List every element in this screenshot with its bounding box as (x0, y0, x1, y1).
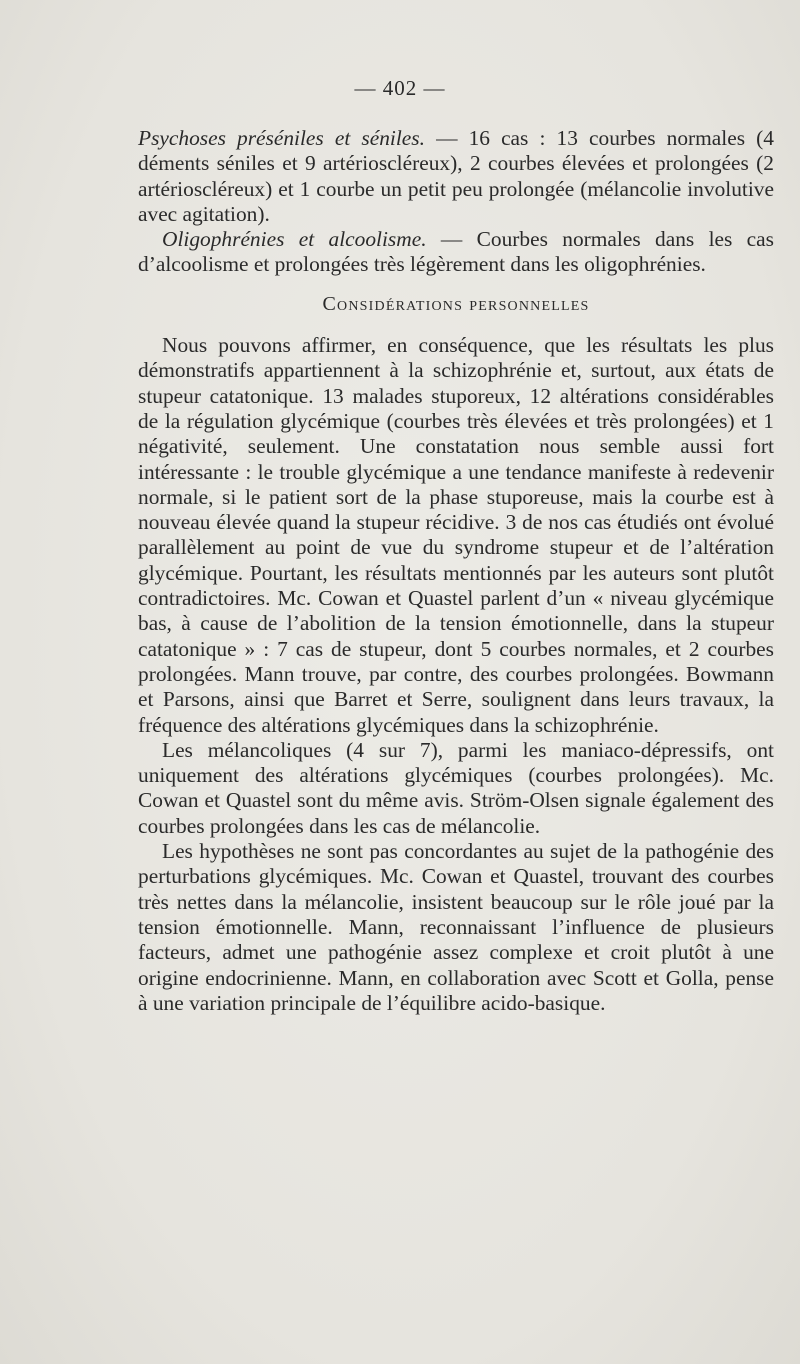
paragraph-label-psychoses: Psychoses préséniles et séniles. (138, 126, 425, 150)
paragraph-oligophrenies (138, 227, 774, 278)
paragraph-melancoliques: Les mélancoliques (4 sur 7), parmi les maniaco-dépressifs, ont uniquement des altérations glycémiques (courbes prolongées). Mc. Cowan et Quastel sont du même avis. Ström-Olsen signale également des courbes prolongées dans les cas de mélancolie. (138, 737, 774, 838)
paragraph-schizophrenie: Nous pouvons affirmer, en conséquence, que les résultats les plus démonstratifs appartiennent à la schizophrénie et, surtout, aux états de stupeur catatonique. 13 malades stuporeux, 12 altérations considérables de la régulation glycémique (courbes très élevées et très prolongées) et 1 négativité, seulement. Une constatation nous semble aussi fort intéressante : le trouble glycémique a une tendance manifeste à redevenir normale, si le patient sort de la phase stuporeuse, mais la courbe est à nouveau élevée quand la stupeur récidive. 3 de nos cas étudiés ont évolué parallèlement au point de vue du syndrome stupeur et de l’altération glycémique. Pourtant, les résultats mentionnés par les auteurs sont plutôt contradictoires. Mc. Cowan et Quastel parlent d’un « niveau glycémique bas, à cause de l’abolition de la tension émotionnelle, dans la stupeur catatonique » : 7 cas de stupeur, dont 5 courbes normales, et 2 courbes prolongées. Mann trouve, par contre, des courbes prolongées. Bowmann et Parsons, ainsi que Barret et Serre, soulignent dans leurs travaux, la fréquence des altérations glycémiques dans la schizophrénie. (138, 333, 774, 737)
section-title: Considérations personnelles (322, 292, 590, 315)
page-number: — 402 — (354, 76, 446, 100)
paragraph-text-psychoses: — 16 cas : 13 courbes normales (4 déments séniles et 9 artérioscléreux), 2 courbes élevées et prolongées (2 artérioscléreux) et 1 courbe un petit peu prolongée (mélancolie involutive avec agitation). (138, 126, 774, 226)
paragraph-psychoses (138, 126, 774, 227)
body-text (138, 126, 774, 1016)
paragraph-label-oligophrenies: Oligophrénies et alcoolisme. (162, 227, 427, 252)
paragraph-text-oligophrenies: — Courbes normales dans les cas d’alcoolisme et prolongées très légèrement dans les oligophrénies. (138, 227, 774, 277)
paragraph-hypotheses: Les hypothèses ne sont pas concordantes au sujet de la pathogénie des perturbations glycémiques. Mc. Cowan et Quastel, trouvant des courbes très nettes dans la mélancolie, insistent beaucoup sur le rôle joué par la tension émotionnelle. Mann, reconnaissant l’influence de plusieurs facteurs, admet une pathogénie assez complexe et croit plutôt à une origine endocrinienne. Mann, en collaboration avec Scott et Golla, pense à une variation principale de l’équilibre acido-basique. (138, 839, 774, 1015)
